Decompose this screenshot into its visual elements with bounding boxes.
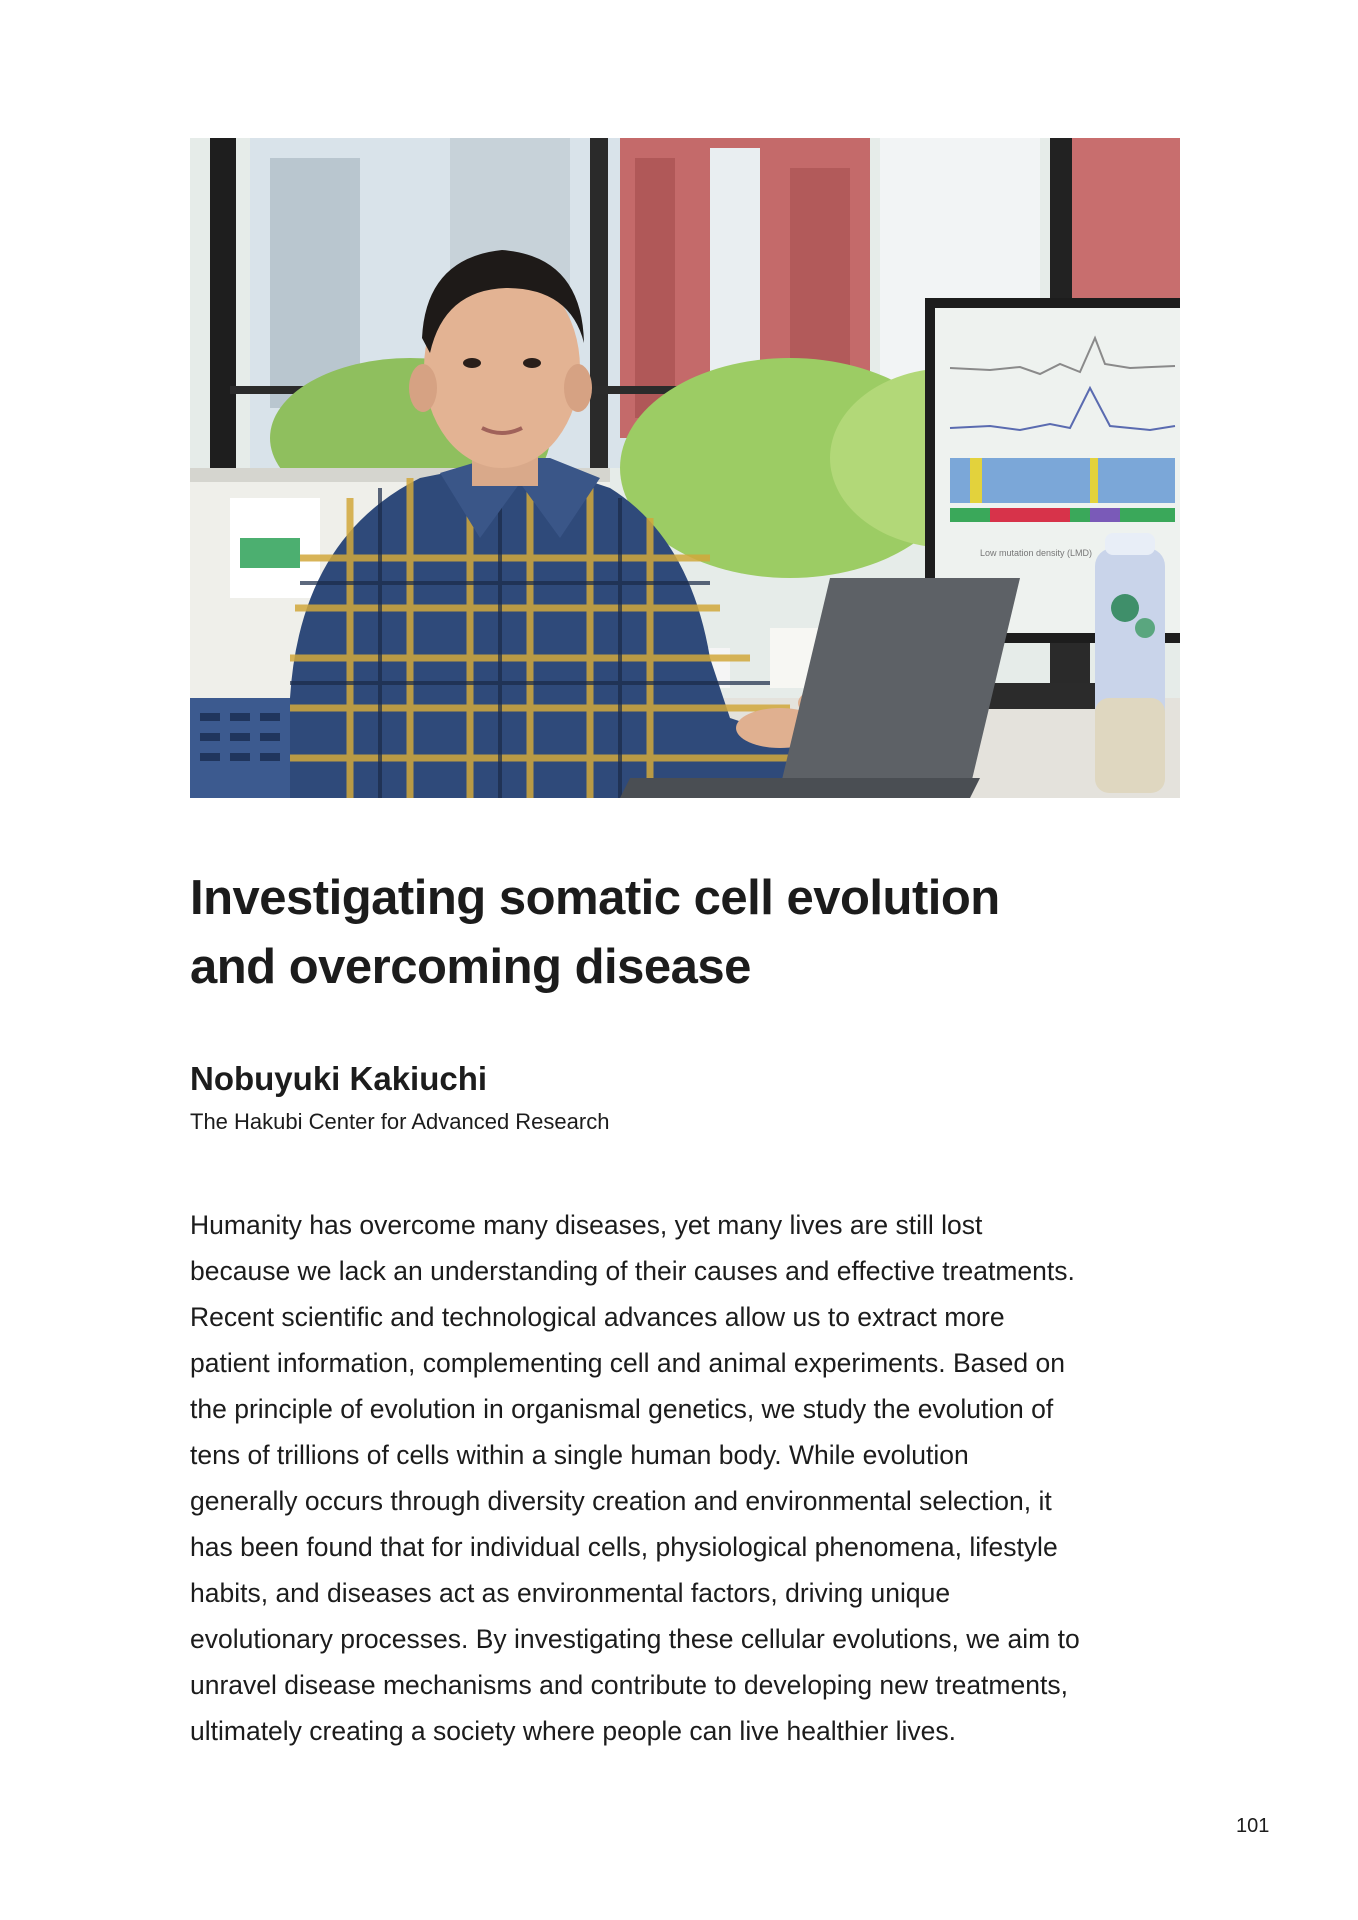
body-line: because we lack an understanding of their causes and effective treatments.	[190, 1256, 1075, 1286]
page-number: 101	[1236, 1815, 1270, 1837]
researcher-photo-illustration	[190, 138, 1180, 798]
article-title-line: Investigating somatic cell evolution	[190, 871, 1000, 925]
body-line: has been found that for individual cells, physiological phenomena, lifestyle	[190, 1532, 1058, 1562]
body-line: ultimately creating a society where people can live healthier lives.	[190, 1716, 956, 1746]
author-affiliation: The Hakubi Center for Advanced Research	[190, 1109, 610, 1134]
body-line: the principle of evolution in organismal genetics, we study the evolution of	[190, 1394, 1054, 1424]
body-line: generally occurs through diversity creation and environmental selection, it	[190, 1486, 1052, 1516]
body-line: tens of trillions of cells within a single human body. While evolution	[190, 1440, 969, 1470]
researcher-photo	[190, 138, 1180, 798]
article-body	[190, 1202, 1200, 1754]
body-line: Humanity has overcome many diseases, yet many lives are still lost	[190, 1210, 983, 1240]
author-name: Nobuyuki Kakiuchi	[190, 1060, 488, 1097]
monitor-caption: Low mutation density (LMD)	[980, 548, 1093, 558]
body-line: unravel disease mechanisms and contribute to developing new treatments,	[190, 1670, 1068, 1700]
article-title-line: and overcoming disease	[190, 940, 751, 994]
article-title	[190, 864, 1170, 1002]
body-line: evolutionary processes. By investigating these cellular evolutions, we aim to	[190, 1624, 1080, 1654]
body-line: Recent scientific and technological advances allow us to extract more	[190, 1302, 1005, 1332]
body-line: patient information, complementing cell and animal experiments. Based on	[190, 1348, 1065, 1378]
body-line: habits, and diseases act as environmental factors, driving unique	[190, 1578, 951, 1608]
